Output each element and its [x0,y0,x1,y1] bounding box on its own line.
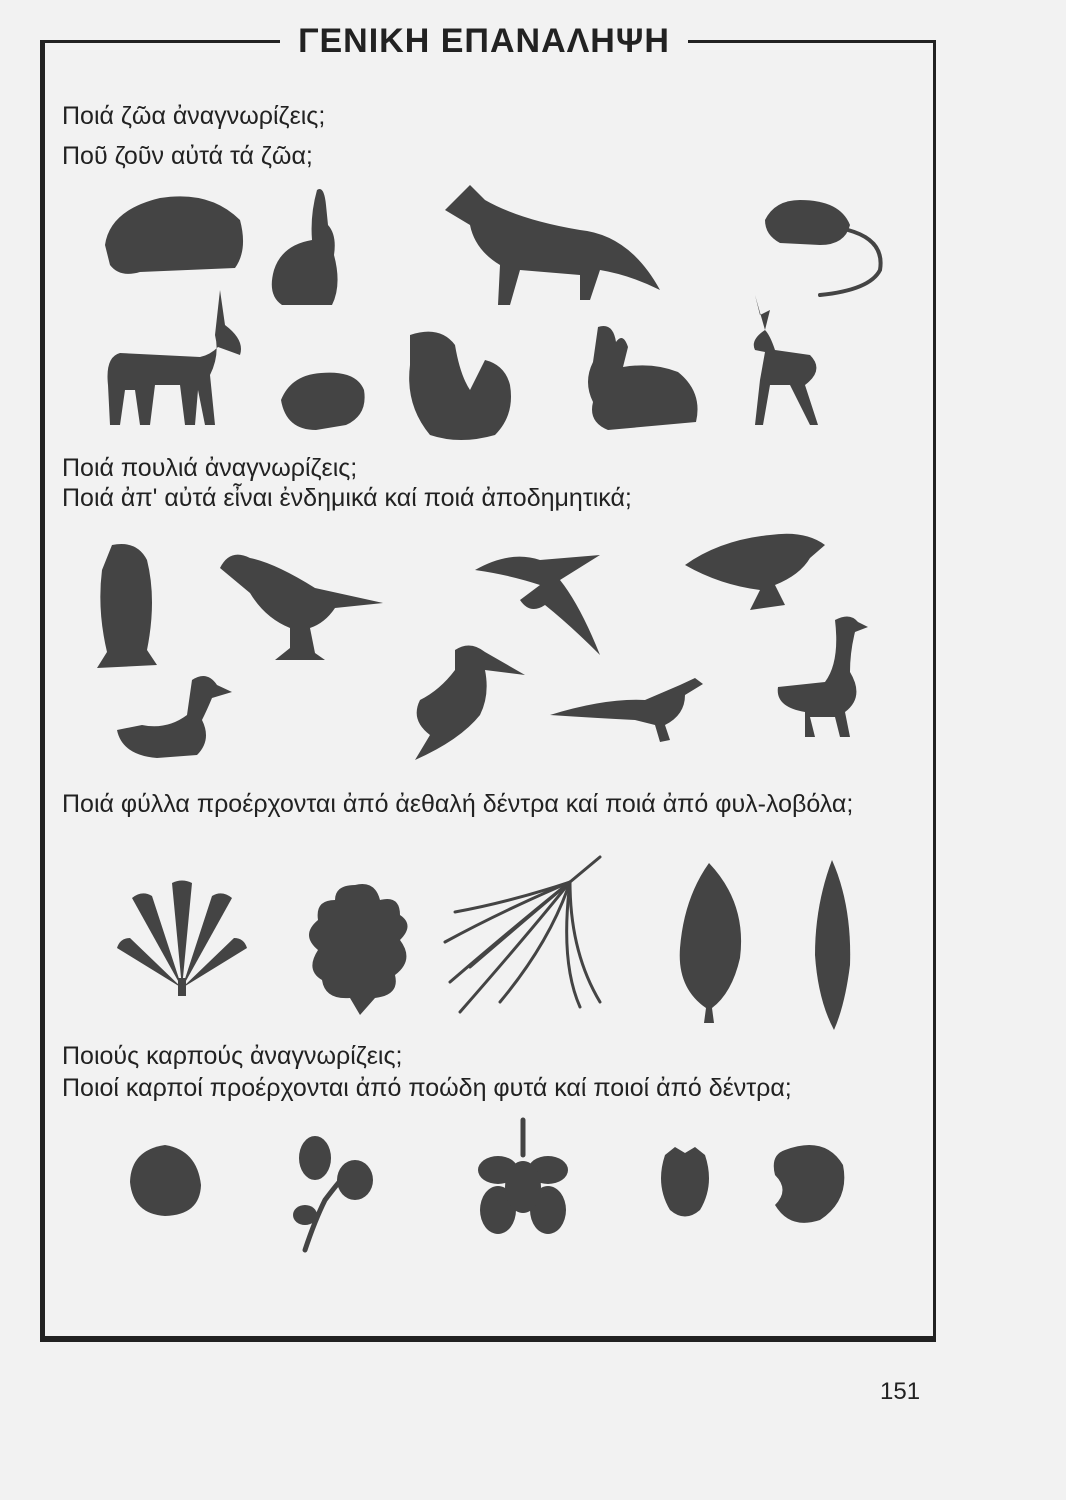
acorns-icon [468,1115,578,1240]
hoopoe-icon [400,640,530,765]
hare-icon [262,185,352,310]
frog-icon [276,365,368,435]
owl-icon [92,540,162,670]
rosehip-icon [285,1130,385,1255]
hazelnut-icon [125,1140,205,1220]
pine-needles-icon [440,852,610,1017]
fruits-question-1: Ποιούς καρπούς ἀναγνωρίζεις; [62,1042,403,1070]
strawberry-icon [655,1145,715,1220]
willow-leaf-icon [810,855,855,1035]
duck-icon [112,670,237,770]
fox-icon [440,180,665,310]
pheasant-icon [545,670,705,745]
oak-leaf-icon [300,880,415,1020]
fruits-question-2: Ποιοί καρποί προέρχονται ἀπό ποώδη φυτά καί ποιοί ἀπό δέντρα; [62,1074,792,1102]
birds-question-2: Ποιά ἀπ' αὐτά εἶναι ἐνδημικά καί ποιά ἀποδημητικά; [62,484,632,512]
animals-question-1: Ποιά ζῶα ἀναγνωρίζεις; [62,102,326,130]
mouse-icon [760,195,890,300]
fawn-icon [730,290,840,430]
deer-icon [100,285,250,430]
page-title: ΓΕΝΙΚΗ ΕΠΑΝΑΛΗΨΗ [298,22,670,60]
rabbit-icon [578,322,703,434]
hedgehog-icon [100,190,250,280]
goose-icon [770,612,870,742]
bean-icon [765,1140,850,1230]
squirrel-icon [400,325,520,445]
laurel-leaf-icon [672,858,747,1028]
page-number: 151 [880,1378,921,1405]
hawk-icon [680,530,830,615]
animals-question-2: Ποῦ ζοῦν αὐτά τά ζῶα; [62,142,313,170]
chestnut-leaf-icon [112,878,252,998]
leaves-question: Ποιά φύλλα προέρχονται ἀπό ἀεθαλή δέντρα καί ποιά ἀπό φυλ-λοβόλα; [62,790,854,818]
birds-question-1: Ποιά πουλιά ἀναγνωρίζεις; [62,454,358,482]
pigeon-icon [215,548,385,663]
